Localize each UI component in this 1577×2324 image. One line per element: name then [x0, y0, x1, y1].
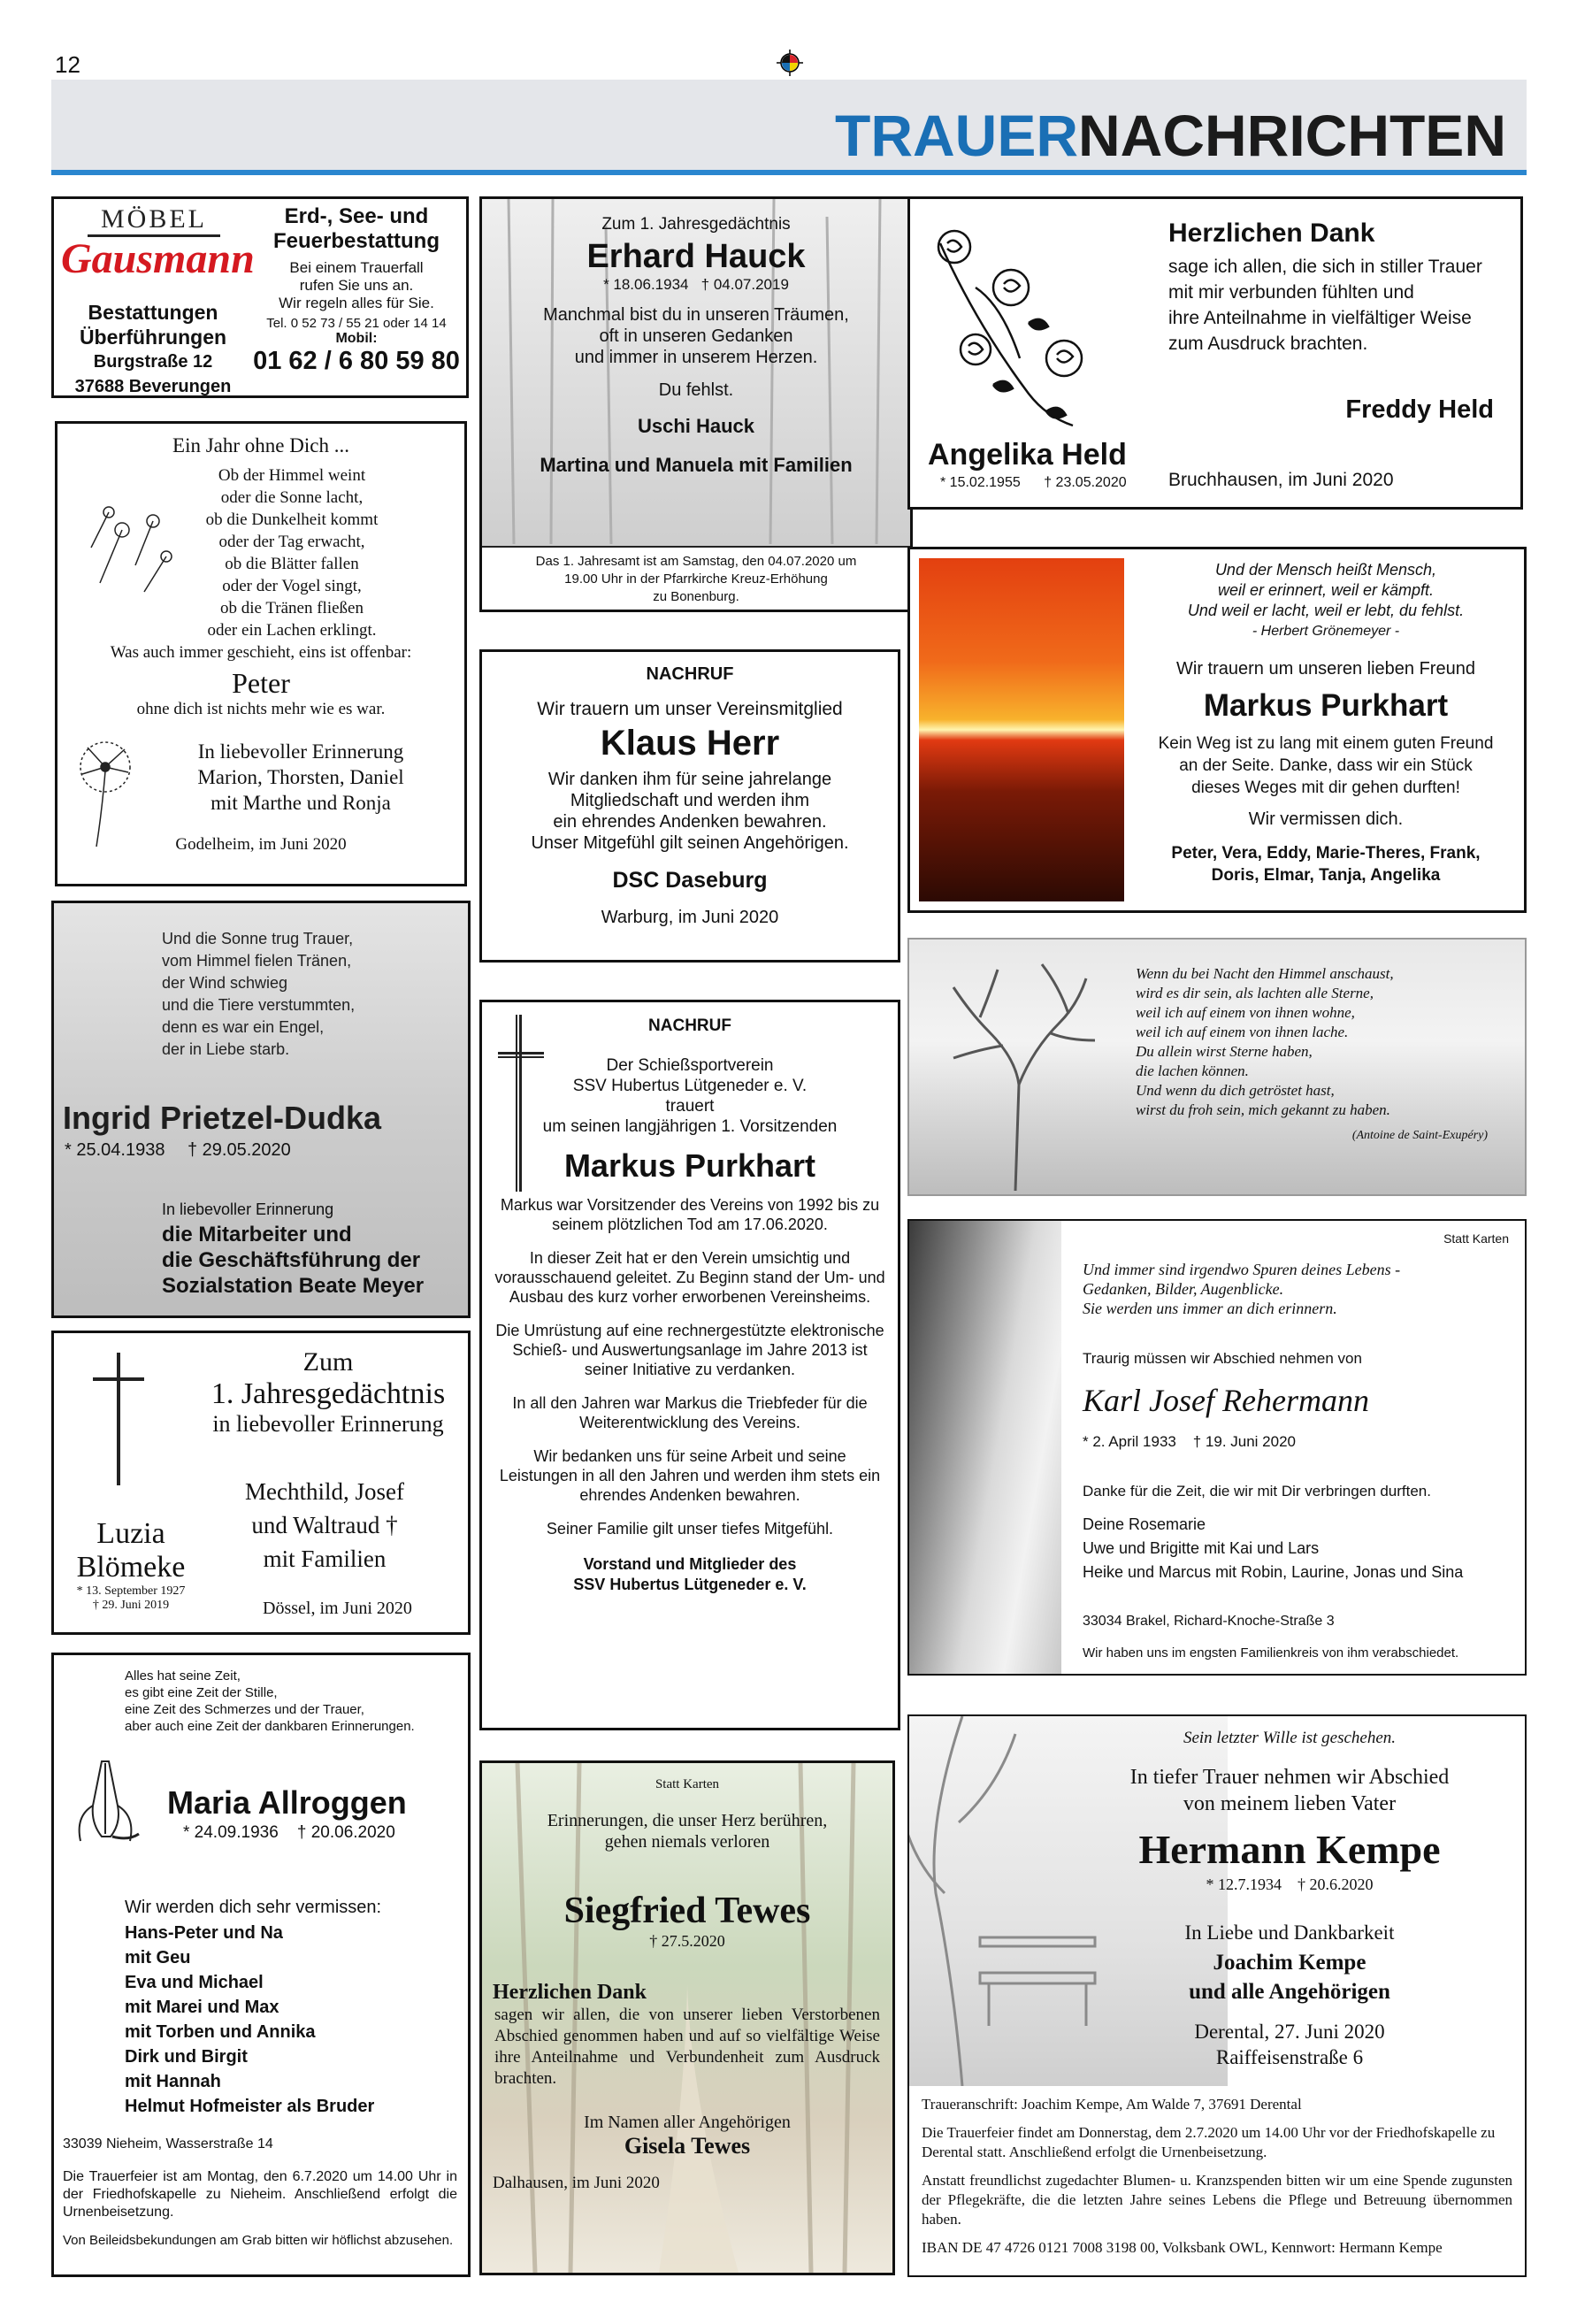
thanks: Danke für die Zeit, die wir mit Dir verbringen durften.: [1083, 1483, 1431, 1499]
header: NACHRUF: [646, 664, 734, 684]
name-angelika: Angelika Held: [928, 438, 1127, 472]
donation: Anstatt freundlichst zugedachter Blumen- u. Kranzspenden bitten wir um eine Spende zugunsten der Pflegekräfte, die die letzten Jahre seines Lebens die Pflege und Betreuung übernommen haben.: [922, 2172, 1512, 2228]
miss: Wir vermissen dich.: [1248, 809, 1404, 829]
family-2: Uwe und Brigitte mit Kai und Lars: [1083, 1539, 1320, 1557]
klaus-ad: [479, 649, 900, 963]
poem-3: Sie werden uns immer an dich erinnern.: [1083, 1300, 1337, 1317]
name-maria: Maria Allroggen: [167, 1784, 407, 1821]
markus-nachruf-ad: [479, 1000, 900, 1730]
poem-2: vom Himmel fielen Tränen,: [162, 952, 352, 970]
poem-4: oder der Tag erwacht,: [218, 533, 365, 551]
phone: Tel. 0 52 73 / 55 21 oder 14 14: [266, 316, 447, 331]
title-part-trauer: TRAUER: [835, 103, 1079, 168]
peter-ad: [55, 421, 467, 886]
intro-3: trauert: [665, 1097, 715, 1116]
zum: Zum: [302, 1347, 354, 1377]
logo-gausmann: Gausmann: [61, 235, 255, 282]
poem-1: Wenn du bei Nacht den Himmel anschaust,: [1136, 965, 1394, 982]
family-1: Mechthild, Josef: [245, 1478, 404, 1505]
note: Von Beileidsbekundungen am Grab bitten wir höflichst abzusehen.: [63, 2233, 454, 2248]
poem-6: die lachen können.: [1136, 1062, 1249, 1079]
behalf: Im Namen aller Angehörigen: [584, 2113, 791, 2132]
family-4: mit Marei und Max: [125, 1998, 279, 2017]
paragraph-3: Die Umrüstung auf eine rechnergestützte elektronische Schieß- und Auswertungsanlage im Jahre 2013 ist seiner Initiative zu verdanken.: [495, 1322, 884, 1378]
erhard-ad: [479, 196, 913, 612]
family-1: Deine Rosemarie: [1083, 1515, 1206, 1533]
text-4: zum Ausdruck brachten.: [1168, 334, 1368, 354]
born: * 15.02.1955: [940, 475, 1021, 490]
text-2: mit mir verbunden fühlten und: [1168, 282, 1414, 303]
thanks-text: sagen wir allen, die von unserer lieben Verstorbenen Abschied genommen haben und auf so vielfältige Weise ihre Anteilnahme und Verbundenheit zum Ausdruck brachten.: [494, 2006, 880, 2088]
quote-1: Und der Mensch heißt Mensch,: [1214, 561, 1437, 579]
call-2: rufen Sie uns an.: [299, 277, 414, 294]
signer-3: Sozialstation Beate Meyer: [162, 1274, 425, 1298]
registration-mark-icon: [777, 50, 803, 76]
name-siegfried: Siegfried Tewes: [563, 1891, 811, 1931]
text-3: ihre Anteilnahme in vielfältiger Weise: [1168, 308, 1472, 328]
dates: * 12.7.1934 † 20.6.2020: [1206, 1875, 1374, 1893]
beach-photo: [909, 1221, 1061, 1674]
name-markus: Markus Purkhart: [1203, 688, 1449, 723]
call-3: Wir regeln alles für Sie.: [279, 295, 434, 311]
street: Burgstraße 12: [93, 352, 213, 372]
mass-2: 19.00 Uhr in der Pfarrkirche Kreuz-Erhöhung: [564, 571, 828, 587]
name-markus: Markus Purkhart: [563, 1147, 816, 1184]
memory-3: mit Marthe und Ronja: [211, 792, 391, 814]
burial-types: Erd-, See- und Feuerbestattung: [272, 204, 440, 253]
poem-8: wirst du froh sein, mich gekannt zu haben.: [1136, 1101, 1390, 1118]
died: † 27.5.2020: [649, 1932, 725, 1950]
family-8: Helmut Hofmeister als Bruder: [125, 2097, 375, 2116]
last-name: Blömeke: [76, 1551, 186, 1584]
quote-3: Und weil er lacht, weil er lebt, du fehlst.: [1187, 602, 1465, 619]
place: Bruchhausen, im Juni 2020: [1168, 470, 1394, 490]
family-7: mit Hannah: [125, 2072, 221, 2091]
service-2: Überführungen: [79, 326, 227, 349]
address: 33034 Brakel, Richard-Knoche-Straße 3: [1083, 1614, 1335, 1629]
memory-2: Marion, Thorsten, Daniel: [197, 766, 404, 788]
statt-karten: Statt Karten: [1443, 1231, 1509, 1246]
poem-4: weil ich auf einem von ihnen lache.: [1136, 1024, 1349, 1040]
quote: Sein letzter Wille ist geschehen.: [1183, 1729, 1397, 1747]
line-all: Was auch immer geschieht, eins ist offenbar:: [110, 643, 412, 662]
text-1: Wir danken ihm für seine jahrelange: [547, 770, 832, 789]
paragraph-6: Seiner Familie gilt unser tiefes Mitgefühl.: [546, 1520, 834, 1538]
roses-icon: [922, 217, 1099, 429]
signer-2: die Geschäftsführung der: [162, 1248, 421, 1272]
signer: Freddy Held: [1345, 395, 1494, 424]
thanks-title: Herzlichen Dank: [493, 1981, 647, 2004]
poem-2: oft in unseren Gedanken: [599, 326, 793, 346]
text-3: ein ehrendes Andenken bewahren.: [553, 812, 827, 832]
intro-1: In tiefer Trauer nehmen wir Abschied: [1129, 1766, 1450, 1789]
tree-icon: [927, 952, 1104, 1191]
poem-1: Und die Sonne trug Trauer,: [162, 930, 354, 947]
name-ingrid: Ingrid Prietzel-Dudka: [63, 1100, 382, 1136]
text-3: dieses Weges mit dir gehen durften!: [1191, 779, 1460, 797]
quote-1: Erinnerungen, die unser Herz berühren,: [547, 1811, 828, 1830]
author: (Antoine de Saint-Exupéry): [1351, 1129, 1488, 1142]
street: Raiffeisenstraße 6: [1215, 2046, 1364, 2068]
poem-3: und immer in unserem Herzen.: [574, 348, 818, 367]
call-1: Bei einem Trauerfall: [289, 259, 424, 276]
title: 1. Jahresgedächtnis: [211, 1377, 446, 1410]
address: Traueranschrift: Joachim Kempe, Am Walde 7, 37691 Derental: [922, 2096, 1302, 2113]
club: DSC Daseburg: [612, 868, 768, 893]
memory: In Liebe und Dankbarkeit: [1184, 1921, 1395, 1944]
dates: * 18.06.1934 † 04.07.2019: [603, 276, 789, 293]
poem-3: weil ich auf einem von ihnen wohne,: [1136, 1004, 1355, 1021]
funeral: Die Trauerfeier findet am Donnerstag, dem 2.7.2020 um 14.00 Uhr vor der Friedhofskapelle zu Derental statt. Anschließend erfolgt die Urnenbeisetzung.: [922, 2124, 1496, 2160]
cross-icon: [93, 1353, 146, 1485]
intro: Wir trauern um unser Vereinsmitglied: [537, 699, 843, 719]
family-3: Eva und Michael: [125, 1973, 264, 1992]
intro: Traurig müssen wir Abschied nehmen von: [1083, 1350, 1362, 1367]
praying-hands-icon: [66, 1753, 146, 1850]
name-karl: Karl Josef Rehermann: [1083, 1383, 1369, 1418]
intro-2: SSV Hubertus Lütgeneder e. V.: [572, 1077, 808, 1095]
paragraph-1: Markus war Vorsitzender des Vereins von 1992 bis zu seinem plötzlichen Tod am 17.06.2020.: [500, 1196, 880, 1233]
wife: Uschi Hauck: [637, 415, 755, 437]
note: Wir haben uns im engsten Familienkreis von ihm verabschiedet.: [1083, 1645, 1459, 1661]
maria-ad: [51, 1653, 471, 2277]
quote-author: - Herbert Grönemeyer -: [1252, 624, 1400, 639]
born: * 13. September 1927: [76, 1584, 186, 1598]
page-number: 12: [55, 51, 80, 78]
memory: In liebevoller Erinnerung: [162, 1200, 334, 1218]
family: Martina und Manuela mit Familien: [540, 454, 853, 476]
gausmann-logo: [61, 204, 255, 282]
paragraph-5: Wir bedanken uns für seine Arbeit und seine Leistungen in all den Jahren und werden ihm stets ein ehrendes Andenken bewahren.: [499, 1447, 881, 1504]
sunset-photo: [919, 558, 1124, 901]
first-name: Luzia: [96, 1517, 165, 1550]
poem-4: und die Tiere verstummten,: [162, 996, 356, 1014]
angelika-ad: [907, 196, 1523, 510]
ingrid-ad: [51, 901, 471, 1318]
iban: IBAN DE 47 4726 0121 7008 3198 00, Volksbank OWL, Kennwort: Hermann Kempe: [922, 2239, 1443, 2256]
statt-karten: Statt Karten: [655, 1777, 720, 1791]
intro-1: Der Schießsportverein: [606, 1056, 774, 1075]
signer-1: Joachim Kempe: [1213, 1951, 1366, 1975]
thanks-title: Herzlichen Dank: [1168, 219, 1375, 248]
poem-3: eine Zeit des Schmerzes und der Trauer,: [125, 1702, 364, 1717]
place: Dössel, im Juni 2020: [263, 1599, 412, 1618]
logo-moebel: MÖBEL: [88, 204, 220, 237]
name-peter: Peter: [232, 667, 290, 699]
family-2: mit Geu: [125, 1948, 191, 1967]
intro: Wir trauern um unseren lieben Freund: [1176, 659, 1475, 679]
poem-5: ob die Blätter fallen: [225, 555, 359, 573]
subtitle: in liebevoller Erinnerung: [212, 1411, 444, 1437]
died: † 23.05.2020: [1044, 475, 1127, 490]
text-1: Kein Weg ist zu lang mit einem guten Freund: [1158, 734, 1494, 753]
place: Warburg, im Juni 2020: [601, 908, 779, 927]
gausmann-ad: [51, 196, 469, 398]
miss: Wir werden dich sehr vermissen:: [125, 1898, 382, 1917]
mobile-label: Mobil:: [335, 331, 378, 346]
text-2: an der Seite. Danke, dass wir ein Stück: [1179, 756, 1473, 775]
luzia-ad: [51, 1331, 471, 1635]
born: * 25.04.1938: [65, 1140, 165, 1160]
dates: * 2. April 1933 † 19. Juni 2020: [1083, 1433, 1297, 1450]
signer-1: Vorstand und Mitglieder des: [583, 1555, 797, 1573]
address: 33039 Nieheim, Wasserstraße 14: [63, 2136, 273, 2151]
family-5: mit Torben und Annika: [125, 2022, 316, 2042]
family-6: Dirk und Birgit: [125, 2047, 248, 2067]
dandelion-icon: [70, 733, 141, 848]
poem-1: Und immer sind irgendwo Spuren deines Lebens -: [1083, 1261, 1401, 1278]
mass-3: zu Bonenburg.: [653, 589, 739, 604]
dandelion-seeds-icon: [82, 495, 180, 601]
place: Derental, 27. Juni 2020: [1194, 2021, 1385, 2043]
karl-ad: [907, 1219, 1527, 1676]
name-klaus: Klaus Herr: [600, 724, 780, 763]
poem-4: aber auch eine Zeit der dankbaren Erinnerungen.: [125, 1719, 415, 1734]
place: Godelheim, im Juni 2020: [175, 835, 347, 854]
markus-friends-ad: [907, 547, 1527, 913]
intro-4: um seinen langjährigen 1. Vorsitzenden: [542, 1117, 838, 1136]
mobile-number: 01 62 / 6 80 59 80: [253, 347, 460, 375]
signer-2: und alle Angehörigen: [1189, 1980, 1390, 2004]
hermann-ad: [907, 1714, 1527, 2277]
text-2: Mitgliedschaft und werden ihm: [570, 791, 810, 810]
memory-1: In liebevoller Erinnerung: [197, 740, 404, 763]
poem-5: Du allein wirst Sterne haben,: [1136, 1043, 1313, 1060]
quote-2: gehen niemals verloren: [604, 1832, 770, 1852]
poem-6: der in Liebe starb.: [162, 1040, 290, 1058]
poem-7: ob die Tränen fließen: [219, 599, 364, 617]
mass-1: Das 1. Jahresamt ist am Samstag, den 04.07.2020 um: [535, 554, 857, 569]
poem-2: es gibt eine Zeit der Stille,: [125, 1685, 278, 1700]
header: Zum 1. Jahresgedächtnis: [601, 215, 791, 234]
signer-1: die Mitarbeiter und: [162, 1223, 352, 1246]
poem-5: denn es war ein Engel,: [162, 1018, 325, 1036]
paragraph-4: In all den Jahren war Markus die Triebfeder für die Weiterentwicklung des Vereins.: [512, 1394, 868, 1431]
died: † 29. Juni 2019: [92, 1599, 170, 1612]
poem-2: oder die Sonne lacht,: [220, 488, 364, 507]
signer: Gisela Tewes: [624, 2133, 751, 2159]
city: 37688 Beverungen: [74, 377, 232, 396]
signers-2: Doris, Elmar, Tanja, Angelika: [1211, 866, 1441, 885]
peter-sub: ohne dich ist nichts mehr wie es war.: [136, 700, 386, 718]
header-rule: [51, 170, 1527, 175]
poem-1: Alles hat seine Zeit,: [125, 1668, 241, 1684]
poem-6: oder der Vogel singt,: [222, 577, 362, 595]
cross-icon: [494, 1015, 547, 1192]
name-hermann: Hermann Kempe: [1138, 1827, 1441, 1872]
saint-exupery-ad: [907, 938, 1527, 1196]
died: † 29.05.2020: [188, 1140, 291, 1160]
name-erhard: Erhard Hauck: [586, 238, 806, 275]
heading: Ein Jahr ohne Dich ...: [172, 434, 349, 456]
text-1: sage ich allen, die sich in stiller Trauer: [1168, 257, 1482, 277]
header: NACHRUF: [648, 1016, 731, 1035]
title-part-nachrichten: NACHRICHTEN: [1078, 103, 1506, 168]
poem-2: wird es dir sein, als lachten alle Sterne,: [1136, 985, 1374, 1001]
siegfried-ad: [479, 1760, 895, 2275]
poem-1: Ob der Himmel weint: [218, 466, 366, 485]
text-4: Unser Mitgefühl gilt seinen Angehörigen.: [531, 833, 849, 853]
family-1: Hans-Peter und Na: [125, 1923, 283, 1943]
intro-2: von meinem lieben Vater: [1183, 1792, 1397, 1815]
poem-8: oder ein Lachen erklingt.: [207, 621, 377, 640]
place: Dalhausen, im Juni 2020: [493, 2174, 660, 2192]
poem-2: Gedanken, Bilder, Augenblicke.: [1083, 1280, 1284, 1298]
paragraph-2: In dieser Zeit hat er den Verein umsichtig und vorausschauend geleitet. Zu Beginn stand der Um- und Ausbau des kurz vorher erworbenen Vereinsheims.: [494, 1249, 885, 1306]
family-3: Heike und Marcus mit Robin, Laurine, Jonas und Sina: [1083, 1563, 1464, 1581]
family-3: mit Familien: [263, 1545, 387, 1572]
signer-2: SSV Hubertus Lütgeneder e. V.: [573, 1576, 807, 1593]
poem-3: ob die Dunkelheit kommt: [205, 510, 379, 529]
missing: Du fehlst.: [658, 380, 734, 400]
family-2: und Waltraud †: [251, 1512, 398, 1538]
quote-2: weil er erinnert, weil er kämpft.: [1217, 581, 1435, 599]
dates: * 24.09.1936 † 20.06.2020: [183, 1823, 395, 1842]
service-1: Bestattungen: [88, 301, 218, 324]
page-title: [835, 104, 1506, 166]
poem-1: Manchmal bist du in unseren Träumen,: [543, 305, 849, 325]
poem-7: Und wenn du dich getröstet hast,: [1136, 1082, 1335, 1099]
poem-3: der Wind schwieg: [162, 974, 288, 992]
funeral: Die Trauerfeier ist am Montag, den 6.7.2020 um 14.00 Uhr in der Friedhofskapelle zu Nieheim. Anschließend erfolgt die Urnenbeisetzung.: [63, 2169, 457, 2220]
signers-1: Peter, Vera, Eddy, Marie-Theres, Frank,: [1171, 844, 1481, 863]
